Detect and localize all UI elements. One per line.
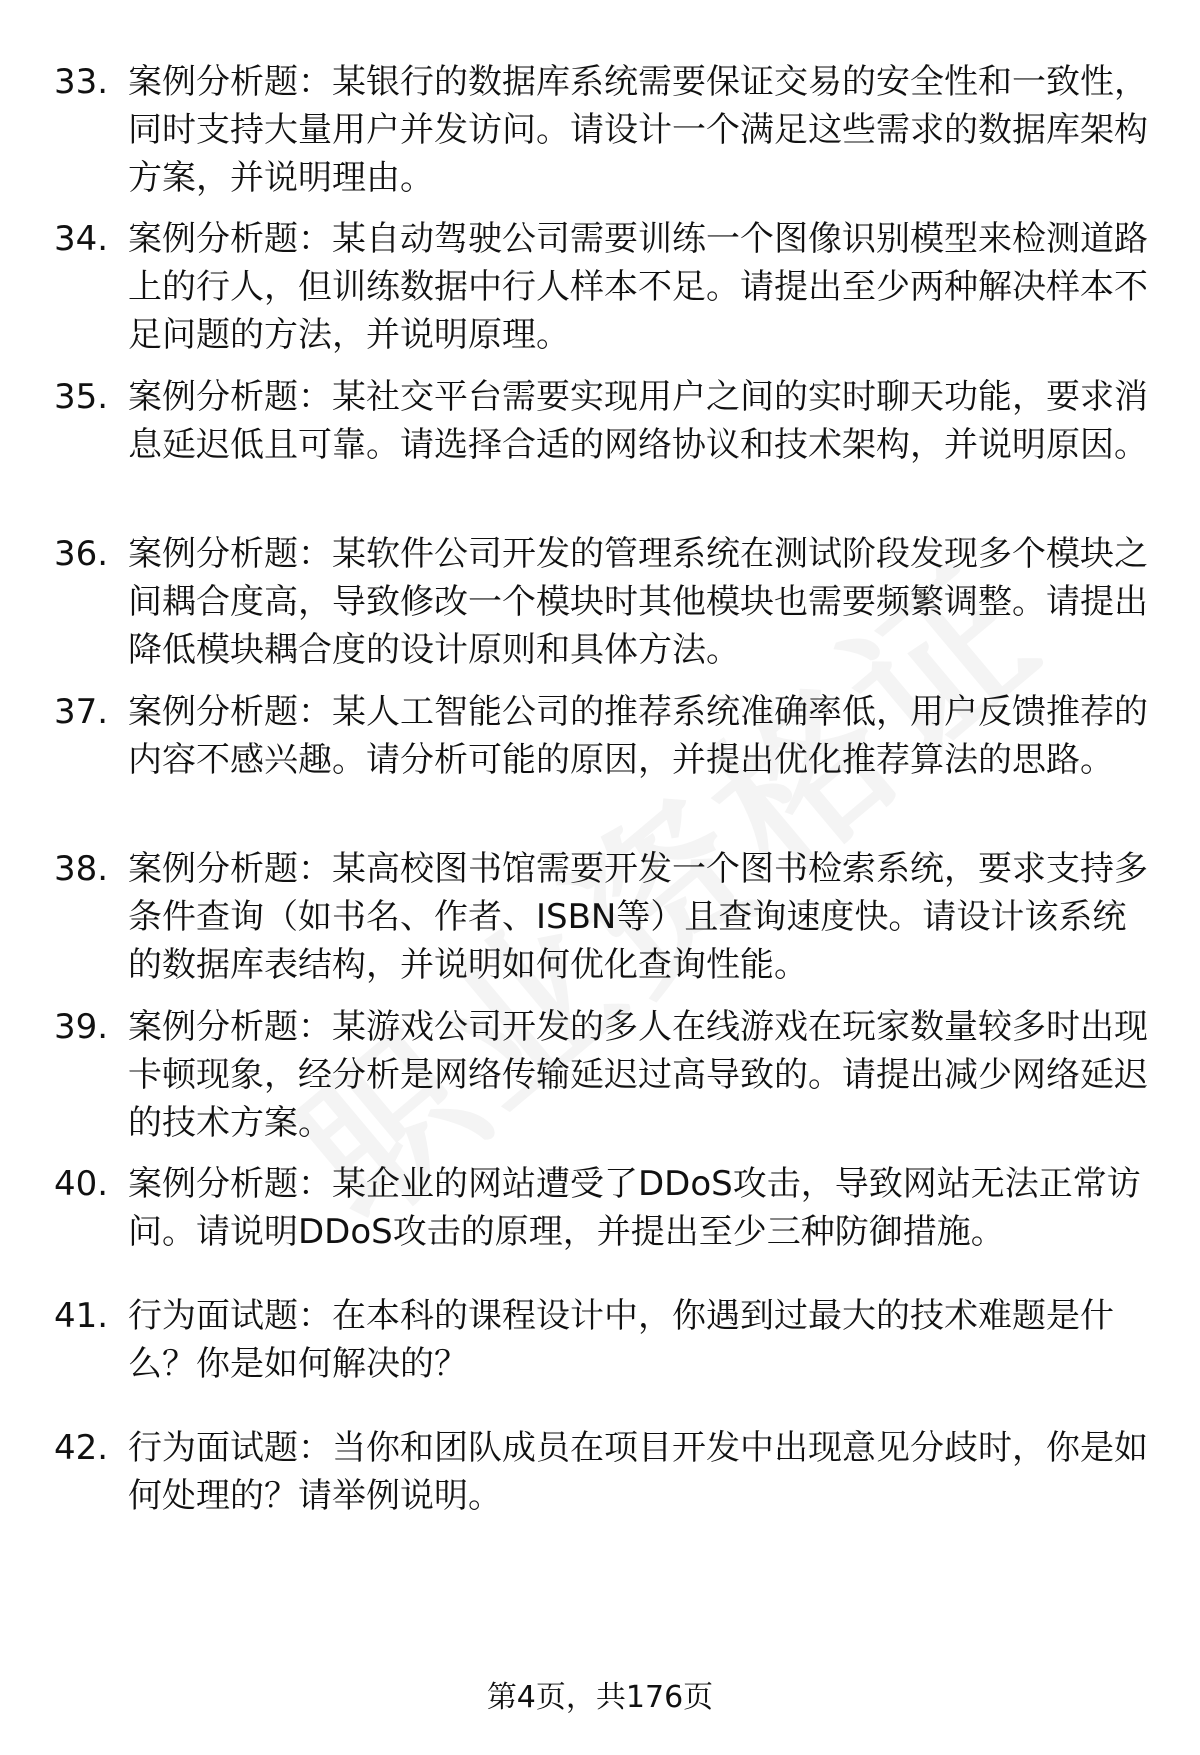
question-text: 案例分析题：某人工智能公司的推荐系统准确率低，用户反馈推荐的内容不感兴趣。请分析可能的原因，并提出优化推荐算法的思路。 <box>128 692 1148 780</box>
question-number: 40. <box>54 1164 109 1204</box>
question-text: 案例分析题：某高校图书馆需要开发一个图书检索系统，要求支持多条件查询（如书名、作者、ISBN等）且查询速度快。请设计该系统的数据库表结构，并说明如何优化查询性能。 <box>128 849 1148 985</box>
page-footer <box>0 1678 1200 1718</box>
question-number: 33. <box>54 62 109 102</box>
question-text: 行为面试题：在本科的课程设计中，你遇到过最大的技术难题是什么？你是如何解决的？ <box>128 1296 1114 1384</box>
question-text: 行为面试题：当你和团队成员在项目开发中出现意见分歧时，你是如何处理的？请举例说明。 <box>128 1428 1148 1516</box>
question-text: 案例分析题：某社交平台需要实现用户之间的实时聊天功能，要求消息延迟低且可靠。请选择合适的网络协议和技术架构，并说明原因。 <box>128 377 1148 465</box>
question-text: 案例分析题：某银行的数据库系统需要保证交易的安全性和一致性，同时支持大量用户并发访问。请设计一个满足这些需求的数据库架构方案，并说明理由。 <box>128 62 1148 198</box>
question-number: 35. <box>54 377 109 417</box>
question-number: 41. <box>54 1296 109 1336</box>
question-text: 案例分析题：某企业的网站遭受了DDoS攻击，导致网站无法正常访问。请说明DDoS攻击的原理，并提出至少三种防御措施。 <box>128 1164 1141 1252</box>
question-text: 案例分析题：某游戏公司开发的多人在线游戏在玩家数量较多时出现卡顿现象，经分析是网络传输延迟过高导致的。请提出减少网络延迟的技术方案。 <box>128 1007 1148 1143</box>
question-text: 案例分析题：某软件公司开发的管理系统在测试阶段发现多个模块之间耦合度高，导致修改一个模块时其他模块也需要频繁调整。请提出降低模块耦合度的设计原则和具体方法。 <box>128 534 1148 670</box>
page-number-label: 第4页，共176页 <box>486 1680 714 1715</box>
question-text: 案例分析题：某自动驾驶公司需要训练一个图像识别模型来检测道路上的行人，但训练数据中行人样本不足。请提出至少两种解决样本不足问题的方法，并说明原理。 <box>128 219 1148 355</box>
question-number: 38. <box>54 849 109 889</box>
question-number: 37. <box>54 692 109 732</box>
question-number: 42. <box>54 1428 109 1468</box>
question-number: 34. <box>54 219 109 259</box>
question-number: 39. <box>54 1007 109 1047</box>
question-number: 36. <box>54 534 109 574</box>
